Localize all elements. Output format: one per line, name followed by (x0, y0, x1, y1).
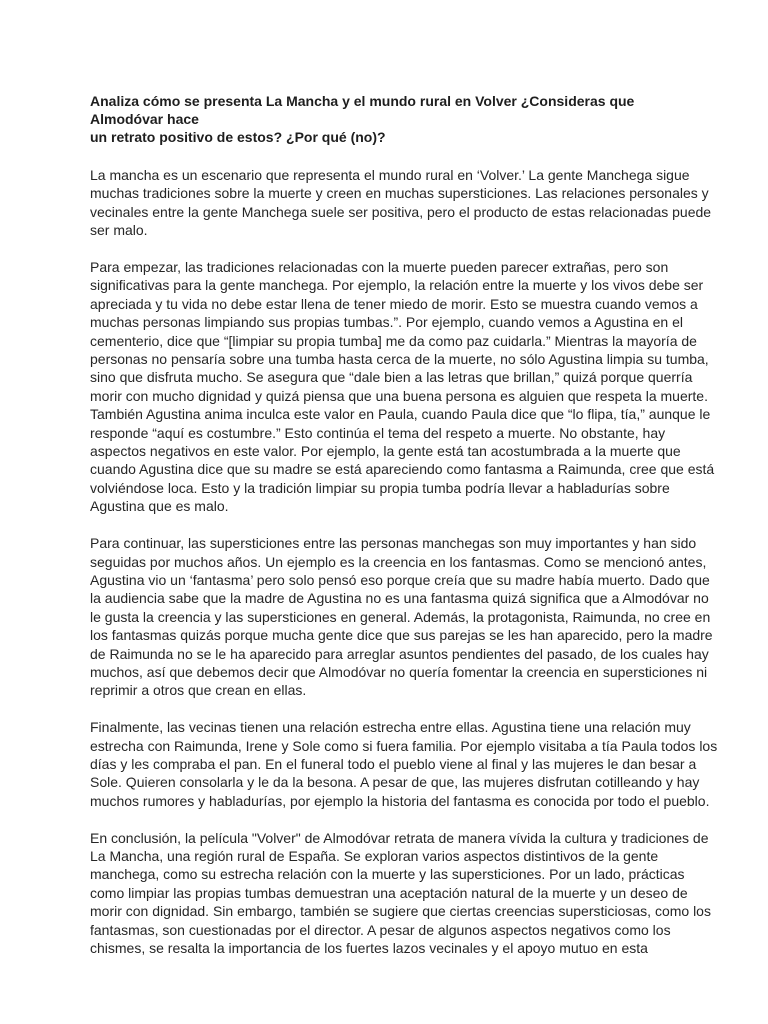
text-line: significativas para la gente manchega. Por ejemplo, la relación entre la muerte y los vivos debe ser (90, 277, 704, 294)
text-line: También Agustina anima inculca este valor en Paula, cuando Paula dice que “lo flipa, tía,” aunque le (90, 406, 711, 423)
text-line: La mancha es un escenario que representa el mundo rural en ‘Volver.’ La gente Manchega sigue (90, 167, 690, 183)
paragraph-intro (90, 166, 712, 240)
text-line: como limpiar las propias tumbas demuestran una aceptación natural de la muerte y un deseo de (90, 884, 688, 901)
text-line: personas no pensaría sobre una tumba hasta cerca de la muerte, no sólo Agustina limpia su tumba, (90, 351, 709, 368)
text-line: Agustina que es malo. (90, 498, 229, 515)
text-line: muchas personas limpiando sus propias tumbas.”. Por ejemplo, cuando vemos a Agustina en el (90, 314, 683, 331)
heading-line: Analiza cómo se presenta La Mancha y el mundo rural en Volver ¿Consideras que Almodóvar hace (90, 93, 635, 127)
text-line: manchega, como su estrecha relación con la muerte y las supersticiones. Por un lado, prácticas (90, 866, 685, 883)
document-heading (90, 92, 696, 146)
paragraph-conclusion (90, 829, 711, 958)
text-line: responde “aquí es costumbre.” Esto continúa el tema del respeto a muerte. No obstante, hay (90, 424, 666, 441)
text-line: Agustina vio un ‘fantasma’ pero solo pensó eso porque creía que su madre había muerto. Dado que (90, 571, 710, 588)
text-line: vecinales entre la gente Manchega suele ser positiva, pero el producto de estas relacionadas puede (90, 203, 712, 220)
text-line: volviéndose loca. Esto y la tradición limpiar su propia tumba podría llevar a habladurías sobre (90, 479, 670, 496)
paragraph-traditions (90, 258, 715, 516)
text-line: la audiencia sabe que la madre de Agustina no es una fantasma quizá significa que a Almodóvar no (90, 590, 709, 607)
text-line: chismes, se resalta la importancia de los fuertes lazos vecinales y el apoyo mutuo en esta (90, 940, 648, 956)
text-line: seguidas por muchos años. Un ejemplo es la creencia en los fantasmas. Como se mencionó antes, (90, 553, 707, 570)
text-line: En conclusión, la película "Volver" de Almodóvar retrata de manera vívida la cultura y tradiciones de (90, 829, 709, 846)
text-line: Sole. Quieren consolarla y le da la besona. A pesar de que, las mujeres disfrutan cotilleando y hay (90, 774, 700, 791)
text-line: ser malo. (90, 222, 148, 239)
text-line: morir con mucho dignidad y quizá piensa que una buena persona es alguien que respeta la muerte. (90, 387, 708, 404)
text-line: muchos rumores y habladurías, por ejemplo la historia del fantasma es conocida por todo el pueblo. (90, 792, 710, 809)
text-line: estrecha con Raimunda, Irene y Sole como si fuera familia. Por ejemplo visitaba a tía Paula todos los (90, 737, 718, 754)
text-line: muchos, así que debemos decir que Almodóvar no quería fomentar la creencia en supersticiones ni (90, 663, 708, 680)
text-line: morir con dignidad. Sin embargo, también se sugiere que ciertas creencias supersticiosas, como los (90, 903, 711, 920)
text-line: Para continuar, las supersticiones entre las personas manchegas son muy importantes y han sido (90, 535, 697, 552)
text-line: le gusta la creencia y las supersticiones en general. Además, la protagonista, Raimunda, no cree en (90, 608, 711, 625)
text-line: cementerio, dice que “[limpiar su propia tumba] me da como paz cuidarla.” Mientras la mayoría de (90, 332, 697, 349)
text-line: sino que disfruta mucho. Se asegura que “dale bien a las letras que brillan,” quizá porque querría (90, 369, 693, 386)
text-line: reprimir a otros que crean en ellas. (90, 682, 307, 699)
paragraph-neighbors (90, 718, 718, 810)
heading-line: un retrato positivo de estos? ¿Por qué (no)? (90, 129, 386, 145)
text-line: aspectos negativos en este valor. Por ejemplo, la gente está tan acostumbrada a la muerte que (90, 443, 681, 460)
text-line: fantasmas, son cuestionadas por el director. A pesar de algunos aspectos negativos como los (90, 921, 671, 938)
text-line: cuando Agustina dice que su madre se está apareciendo como fantasma a Raimunda, cree que está (90, 461, 715, 478)
text-line: días y les compraba el pan. En el funeral todo el pueblo viene al final y las mujeres le dan besar a (90, 755, 697, 772)
paragraph-superstitions (90, 534, 713, 700)
text-line: de Raimunda no se le ha aparecido para arreglar asuntos pendientes del pasado, de los cuales hay (90, 645, 709, 662)
text-line: apreciada y tu vida no debe estar llena de tener miedo de morir. Esto se muestra cuando vemos a (90, 295, 698, 312)
text-line: muchas tradiciones sobre la muerte y creen en muchas supersticiones. Las relaciones personales y (90, 185, 709, 202)
text-line: Para empezar, las tradiciones relacionadas con la muerte pueden parecer extrañas, pero son (90, 259, 669, 276)
text-line: los fantasmas quizás porque mucha gente dice que sus parejas se les han aparecido, pero la madre (90, 627, 713, 644)
text-line: Finalmente, las vecinas tienen una relación estrecha entre ellas. Agustina tiene una relación muy (90, 719, 691, 736)
text-line: La Mancha, una región rural de España. Se exploran varios aspectos distintivos de la gente (90, 847, 659, 864)
